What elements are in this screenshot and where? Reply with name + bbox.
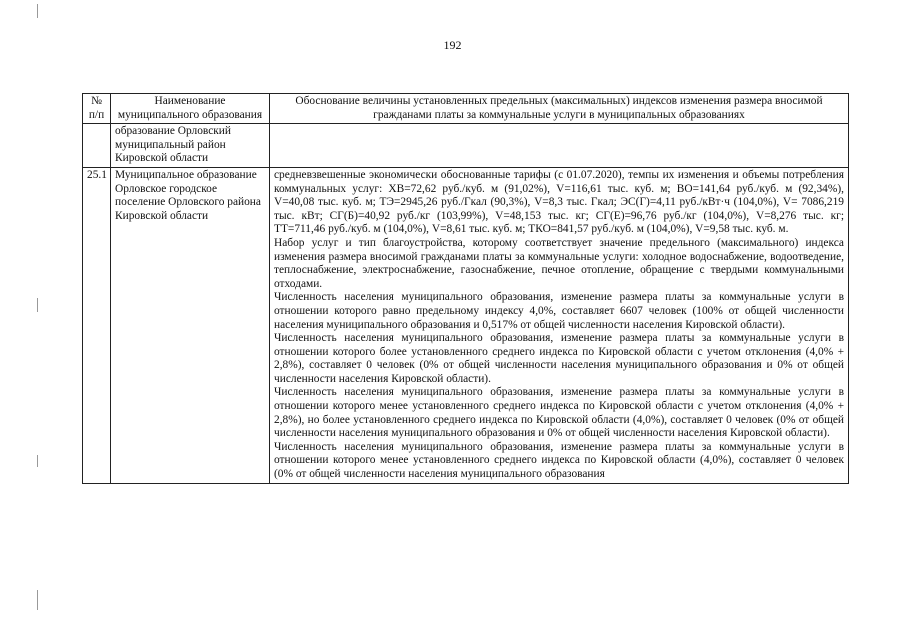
paragraph-population-above: Численность населения муниципального образования, изменение размера платы за коммунальные услуги в отношении которого более установленного среднего индекса по Кировской области с учетом отклонения (4,0% + 2,8%), составляет 0 человек (0% от общей численности населения муниципального образования и 0% от общей численности населения Кировской области). <box>274 332 844 385</box>
scan-margin-mark-bottom <box>37 590 38 610</box>
paragraph-population-equal: Численность населения муниципального образования, изменение размера платы за коммунальные услуги в отношении которого равно предельному индексу 4,0%, составляет 6607 человек (100% от общей численности населения муниципального образования и 0,517% от общей численности населения Кировской области). <box>274 291 844 331</box>
paragraph-population-between: Численность населения муниципального образования, изменение размера платы за коммунальные услуги в отношении которого менее установленного среднего индекса по Кировской области с учетом отклонения (4,0% + 2,8%), но более установленного среднего индекса по Кировской области (4,0%), составляет 0 человек (0% от общей численности населения муниципального образования и 0% от общей численности населения Кировской области). <box>274 386 844 440</box>
paragraph-tariffs: средневзвешенные экономически обоснованные тарифы (с 01.07.2020), темпы их изменения и объемы потребления коммунальных услуг: ХВ=72,62 руб./куб. м (91,02%), V=116,61 тыс. куб. м; ВО=141,64 руб./куб. м (92,34%), V=40,08 тыс. куб. м; ТЭ=2945,26 руб./Гкал (90,3%), V=8,3 тыс. Гкал; ЭС(Г)=4,11 руб./кВт·ч (104,0%), V= 7086,219 тыс. кВт; СГ(Б)=40,92 руб./кг (103,99%), V=48,153 тыс. кг; СГ(Е)=96,76 руб./кг (104,0%), V=8,276 тыс. кг; ТТ=711,46 руб./куб. м (104,0%), V=8,61 тыс. куб. м; ТКО=841,57 руб./куб. м (104,0%), V=9,58 тыс. куб. м. <box>274 168 844 236</box>
header-municipality-name: Наименование муниципального образования <box>111 94 270 124</box>
table-row <box>83 167 849 483</box>
scan-margin-mark-lower <box>37 455 38 467</box>
paragraph-services: Набор услуг и тип благоустройства, которому соответствует значение предельного (максимального) индекса изменения размера вносимой гражданами платы за коммунальные услуги: холодное водоснабжение, водоотведение, теплоснабжение, электроснабжение, газоснабжение, печное отопление, обращение с твердыми коммунальными отходами. <box>274 236 844 290</box>
continuation-desc <box>270 124 849 168</box>
table-header-row <box>83 94 849 124</box>
municipal-index-table <box>82 93 849 484</box>
continuation-name: образование Орловский муниципальный район Кировской области <box>111 124 270 168</box>
paragraph-population-below: Численность населения муниципального образования, изменение размера платы за коммунальные услуги в отношении которого менее установленного среднего индекса по Кировской области (4,0%), составляет 0 человек (0% от общей численности населения муниципального образования <box>274 440 844 481</box>
table-row-continuation <box>83 124 849 168</box>
row-justification <box>270 167 849 483</box>
scan-margin-mark-top <box>37 4 38 18</box>
row-municipality-name: Муниципальное образование Орловское городское поселение Орловского района Кировской области <box>111 167 270 483</box>
scan-margin-mark-middle <box>37 298 38 312</box>
row-number: 25.1 <box>83 167 111 483</box>
header-justification: Обоснование величины установленных предельных (максимальных) индексов изменения размера вносимой гражданами платы за коммунальные услуги в муниципальных образованиях <box>270 94 849 124</box>
header-number: № п/п <box>83 94 111 124</box>
page-number: 192 <box>443 38 462 52</box>
continuation-number <box>83 124 111 168</box>
